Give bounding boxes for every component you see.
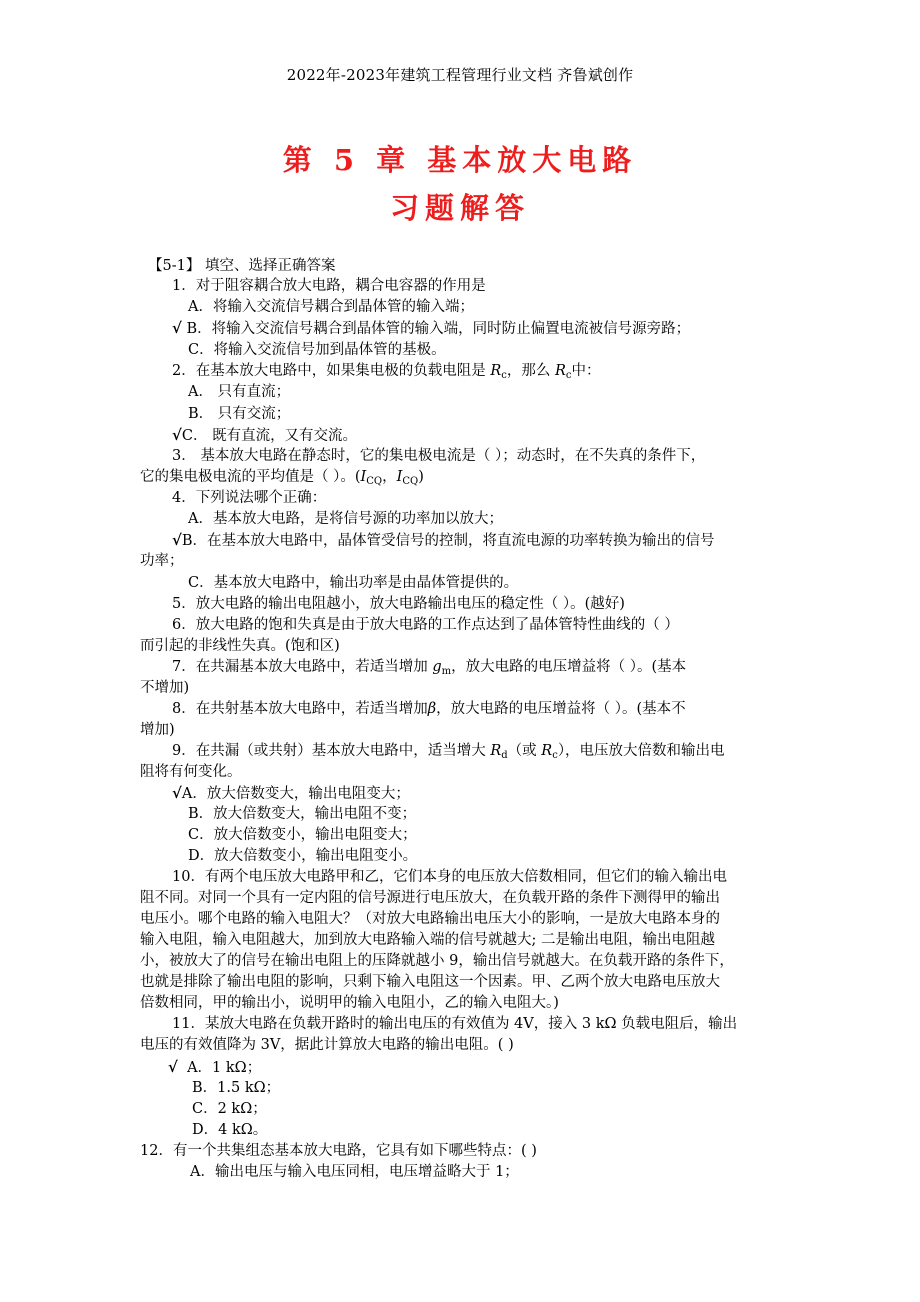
question-8-cont: 增加) — [140, 722, 175, 738]
option-1c: C．将输入交流信号加到晶体管的基极。 — [188, 342, 446, 358]
option-4b — [172, 530, 715, 551]
q2-text: 中： — [571, 363, 601, 379]
question-10-cont: 也就是排除了输出电阻的影响，只剩下输入电阻这一个因素。甲、乙两个放大电路电压放大 — [140, 974, 720, 990]
q3-text: ) — [418, 469, 424, 485]
question-2 — [172, 361, 601, 381]
question-7 — [172, 657, 686, 677]
question-10-cont: 阻不同。对同一个具有一定内阻的信号源进行电压放大，在负载开路的条件下测得甲的输出 — [140, 890, 720, 906]
symbol-g: g — [432, 659, 442, 675]
question-9-cont: 阻将有何变化。 — [140, 764, 242, 780]
chapter-subtitle: 习题解答 — [389, 191, 530, 225]
symbol-i: I — [360, 469, 367, 485]
option-text: A．放大倍数变大，输出电阻变大； — [181, 786, 410, 802]
q3-text: 它的集电极电流的平均值是（ ）。( — [140, 469, 361, 485]
check-mark-icon: √ — [172, 319, 182, 337]
question-6: 6．放大电路的饱和失真是由于放大电路的工作点达到了晶体管特性曲线的（ ） — [172, 617, 679, 633]
symbol-i: I — [396, 469, 403, 485]
symbol-beta: β — [427, 701, 437, 717]
subscript-m: m — [441, 666, 452, 677]
option-11b: B．1.5 kΩ； — [192, 1080, 281, 1096]
option-2c — [172, 425, 357, 446]
subscript-c: c — [552, 750, 558, 761]
question-7-cont: 不增加) — [140, 680, 190, 696]
symbol-r: R — [490, 363, 502, 379]
option-9c: C．放大倍数变小，输出电阻变大； — [188, 827, 417, 843]
question-10: 10．有两个电压放大电路甲和乙，它们本身的电压放大倍数相同，但它们的输入输出电 — [172, 869, 727, 885]
question-10-cont: 小，被放大了的信号在输出电阻上的压降就越小 9，输出信号就越大。在负载开路的条件下， — [140, 953, 734, 969]
option-4b-cont: 功率； — [140, 553, 184, 569]
check-mark-icon: √ — [168, 1058, 178, 1076]
question-11: 11．某放大电路在负载开路时的输出电压的有效值为 4V，接入 3 kΩ 负载电阻后，输出 — [172, 1016, 738, 1032]
option-9b: B．放大倍数变大，输出电阻不变； — [188, 806, 417, 822]
option-text: B．在基本放大电路中，晶体管受信号的控制，将直流电源的功率转换为输出的信号 — [181, 533, 715, 549]
option-4a: A．基本放大电路，是将信号源的功率加以放大； — [188, 511, 503, 527]
q8-text: ，放大电路的电压增益将（ ）。(基本不 — [436, 701, 686, 717]
subscript-c: c — [501, 370, 507, 381]
q3-text: ， — [382, 469, 397, 485]
option-text: A．1 kΩ； — [187, 1060, 262, 1076]
question-3: 3． 基本放大电路在静态时，它的集电极电流是（ ）；动态时，在不失真的条件下， — [172, 448, 706, 464]
symbol-r: R — [554, 363, 566, 379]
q2-text: ，那么 — [506, 363, 555, 379]
check-mark-icon: √ — [172, 531, 182, 549]
option-9d: D．放大倍数变小，输出电阻变小。 — [188, 848, 418, 864]
option-1a: A．将输入交流信号耦合到晶体管的输入端； — [188, 299, 474, 315]
option-text: C． 既有直流，又有交流。 — [181, 428, 358, 444]
question-5: 5．放大电路的输出电阻越小，放大电路输出电压的稳定性（ ）。(越好) — [172, 596, 625, 612]
question-12: 12．有一个共集组态基本放大电路，它具有如下哪些特点：( ) — [140, 1143, 537, 1159]
option-text: B．将输入交流信号耦合到晶体管的输入端，同时防止偏置电流被信号源旁路； — [186, 321, 691, 337]
q7-text: ，放大电路的电压增益将（ ）。(基本 — [451, 659, 687, 675]
q8-text: 8．在共射基本放大电路中，若适当增加 — [172, 701, 428, 717]
option-2b: B． 只有交流； — [188, 406, 291, 422]
q7-text: 7．在共漏基本放大电路中，若适当增加 — [172, 659, 433, 675]
option-4c: C．基本放大电路中，输出功率是由晶体管提供的。 — [188, 575, 519, 591]
question-9 — [172, 741, 725, 761]
option-9a — [172, 783, 410, 804]
question-1: 1．对于阻容耦合放大电路，耦合电容器的作用是 — [172, 278, 486, 294]
q9-text: （或 — [507, 743, 542, 759]
question-10-cont: 倍数相同，甲的输出小，说明甲的输入电阻小，乙的输入电阻大。) — [140, 995, 559, 1011]
subscript-cq: CQ — [402, 476, 419, 487]
option-12a: A．输出电压与输入电压同相，电压增益略大于 1； — [190, 1164, 519, 1180]
q2-text: 2．在基本放大电路中，如果集电极的负载电阻是 — [172, 363, 491, 379]
subscript-cq: CQ — [366, 476, 383, 487]
subscript-c: c — [565, 370, 572, 381]
question-6-cont: 而引起的非线性失真。(饱和区) — [140, 638, 340, 654]
symbol-r: R — [541, 743, 553, 759]
symbol-r: R — [490, 743, 502, 759]
check-mark-icon: √ — [172, 426, 182, 444]
q9-text: 9．在共漏（或共射）基本放大电路中，适当增大 — [172, 743, 491, 759]
page-header: 2022年-2023年建筑工程管理行业文档 齐鲁斌创作 — [286, 66, 634, 84]
question-11-cont: 电压的有效值降为 3V，据此计算放大电路的输出电阻。( ) — [140, 1037, 514, 1053]
option-11a — [168, 1057, 261, 1078]
option-11d: D．4 kΩ。 — [192, 1122, 268, 1138]
subscript-d: d — [501, 750, 508, 761]
question-3-cont — [140, 467, 424, 487]
question-8 — [172, 699, 686, 719]
chapter-title: 第 5 章 基本放大电路 — [282, 143, 638, 177]
q9-text: ），电压放大倍数和输出电 — [557, 743, 725, 759]
option-1b — [172, 318, 690, 339]
question-10-cont: 电压小。哪个电路的输入电阻大？（对放大电路输出电压大小的影响，一是放大电路本身的 — [140, 911, 720, 927]
question-10-cont: 输入电阻，输入电阻越大，加到放大电路输入端的信号就越大; 二是输出电阻，输出电阻越 — [140, 932, 715, 948]
option-11c: C．2 kΩ； — [192, 1101, 267, 1117]
check-mark-icon: √ — [172, 784, 182, 802]
question-4: 4．下列说法哪个正确： — [172, 490, 327, 506]
option-2a: A． 只有直流； — [188, 384, 291, 400]
section-heading: 【5-1】 填空、选择正确答案 — [148, 258, 336, 274]
